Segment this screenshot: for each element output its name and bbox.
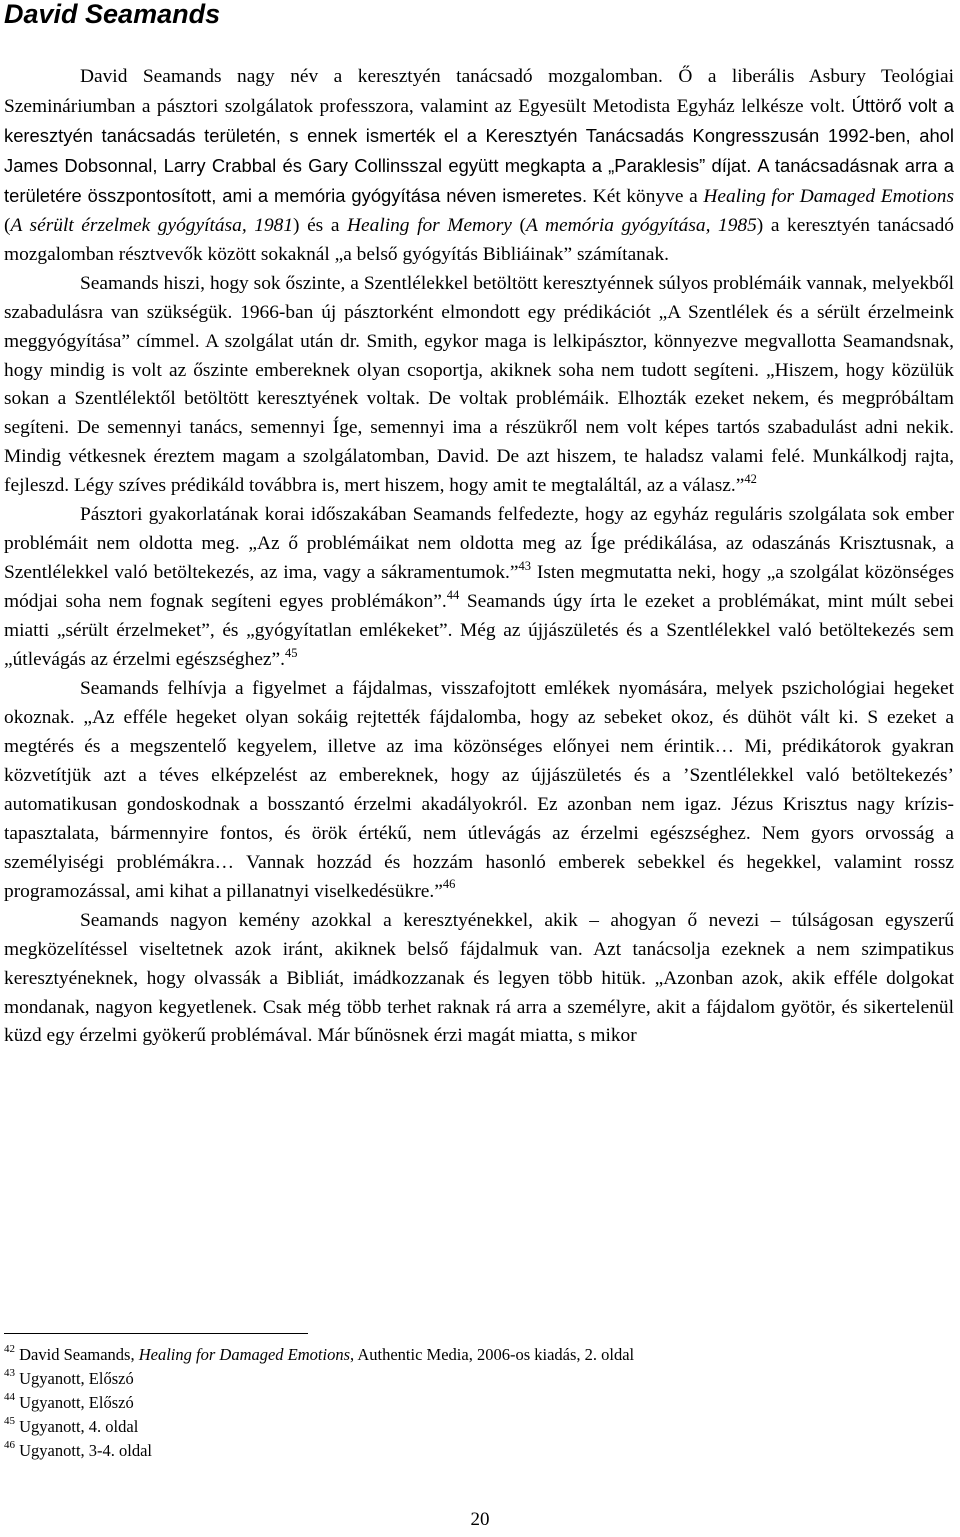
italic-text: A sérült érzelmek gyógyítása, 1981 — [10, 214, 294, 236]
text-run: Seamands hiszi, hogy sok őszinte, a Szentlélekkel betöltött keresztyénnek súlyos problémáik vannak, melyekből szabadulásra van szükségük. 1966-ban új pásztorként elmondott egy prédikációt „A Szentlélek és a sérült érzelmeink meggyógyítása” címmel. A szolgálat után dr. Smith, egykor maga is lelkipásztor, könnyezve megvallotta Seamandsnak, hogy mindig is volt az őszinte embereknek olyan csoportja, akiknek soha nem tudott segíteni. „Hiszem, hogy közülük sokan a Szentlélektől betöltött keresztyének voltak. De voltak problémáik. Elhozták ezeket nekem, és megpróbáltam segíteni. De semennyi tanács, semennyi Íge, semennyi ima a részükről nem volt képes tartós szabadulást adni nekik. Mindig vétkesnek éreztem magam a szolgálatomban, David. De azt hiszem, te haladsz valami felé. Munkálkodj rajta, fejleszd. Légy szíves prédikáld továbbra is, mert hiszem, hogy amit te megtaláltál, az a válasz.” — [4, 272, 954, 497]
footnote-number: 46 — [4, 1438, 15, 1451]
footnote — [4, 1343, 954, 1367]
text-run: Ugyanott, 4. oldal — [19, 1417, 139, 1436]
footnote-ref: 44 — [446, 587, 460, 602]
paragraph — [4, 675, 954, 907]
text-run: Úttörő volt a keresztyén tanácsadás területén, s ennek ismerték el a Keresztyén Tanácsadás Kongresszusán 1992-ben, ahol James Dobsonnal, Larry Crabbal és Gary Collinsszal együtt megkapta a „Paraklesis” díjat. — [4, 94, 954, 176]
footnote — [4, 1391, 954, 1415]
text-run: Ugyanott, 3-4. oldal — [19, 1441, 153, 1460]
text-run: Két könyve a — [587, 185, 704, 207]
footnote-ref: 42 — [744, 471, 757, 486]
footnote-number: 45 — [4, 1414, 15, 1427]
text-run: Isten megmutatta neki, hogy „a szolgálat közönséges módjai soha nem fognak segíteni egyes problémákon”. — [4, 562, 955, 613]
page-title: David Seamands — [4, 0, 221, 29]
footnote-ref: 46 — [442, 877, 456, 892]
text-run: Ugyanott, Előszó — [19, 1369, 134, 1388]
page-number: 20 — [470, 1509, 490, 1530]
footnote — [4, 1367, 954, 1391]
text-run: Pásztori gyakorlatának korai időszakában Seamands felfedezte, hogy az egyház reguláris szolgálata sok ember problémáit nem oldotta meg. „Az ő problémáikat nem oldotta meg az Íge prédikálása, az odaszánás Krisztusnak, a Szentlélekkel való betöltekezés, az ima, vagy a sákramentumok.” — [4, 504, 954, 584]
text-run: ( — [4, 214, 11, 236]
footnote-number: 43 — [4, 1366, 15, 1379]
footnote-number: 44 — [4, 1390, 15, 1403]
paragraph — [4, 907, 954, 1052]
text-run: David Seamands nagy név a keresztyén tanácsadó mozgalomban. Ő a liberális Asbury Teológiai Szemináriumban a pásztori szolgálatok professzora, valamint az Egyesült Metodista Egyház lelkésze volt. — [4, 66, 954, 117]
text-run: David Seamands, — [19, 1345, 139, 1364]
italic-text: A memória gyógyítása, 1985 — [525, 214, 757, 236]
footnote — [4, 1415, 954, 1439]
footnote — [4, 1439, 954, 1463]
text-run: ) és a — [293, 214, 348, 236]
footnote-number: 42 — [4, 1342, 15, 1355]
text-run: Seamands felhívja a figyelmet a fájdalmas, visszafojtott emlékek nyomására, melyek pszichológiai hegeket okoznak. „Az efféle hegeket olyan sokáig rejtették fájdalomba, hogy az sebeket okoz, és dühöt vált ki. S ezeket a megtérés és a megszentelő kegyelem, illetve az ima közönséges előnyei nem érintik… Mi, prédikátorok gyakran közvetítjük azt a téves elképzelést az embereknek, hogy az újjászületés és a ’Szentlélekkel való betöltekezés’ automatikusan gondoskodnak a bosszantó érzelmi akadályokról. Ez azonban nem igaz. Jézus Krisztus nagy krízis-tapasztalata, bármennyire fontos, és örök értékű, nem útlevágás az érzelmi egészséghez. Nem gyors orvosság a személyiségi problémákra… Vannak hozzád és hozzám hasonló emberek sebekkel és hegekkel, valamint rossz programozással, ami kihat a pillanatnyi viselkedésükre.” — [4, 678, 954, 902]
italic-text: Healing for Damaged Emotions — [703, 185, 954, 207]
italic-text: Healing for Memory — [347, 214, 512, 236]
text-run: ( — [511, 214, 526, 236]
body-text — [4, 63, 954, 1051]
italic-text: Healing for Damaged Emotions — [138, 1345, 351, 1364]
paragraph — [4, 270, 954, 502]
footnote-ref: 43 — [518, 558, 531, 573]
footnotes — [4, 1343, 954, 1463]
text-run: Ugyanott, Előszó — [19, 1393, 134, 1412]
text-run: Seamands nagyon kemény azokkal a keresztyénekkel, akik – ahogyan ő nevezi – túlságosan egyszerű megközelítéssel viseltetnek azok iránt, akiknek belső fájdalmuk van. Azt tanácsolja ezeknek a nem szimpatikus keresztyéneknek, hogy olvassák a Bibliát, imádkozzanak és legyen több hitük. „Azonban azok, akik efféle dolgokat mondanak, nagyon kegyetlenek. Csak még több terhet raknak rá arra a személyre, akit a fájdalom gyötör, és sikertelenül küzd egy érzelmi gyökerű problémával. Már bűnösnek érzi magát miatta, s mikor — [4, 909, 954, 1047]
text-run: A tanácsadásnak arra a területére összpontosított, ami a memória gyógyítása néven ismeretes. — [4, 154, 954, 206]
text-run: ) a keresztyén tanácsadó mozgalomban résztvevők között sokaknál „a belső gyógyítás Bibliáinak” számítanak. — [4, 214, 954, 265]
paragraph — [4, 63, 954, 270]
text-run: Seamands úgy írta le ezeket a problémákat, mint múlt sebei miatti „sérült érzelmeket”, és „gyógyítatlan emlékeket”. Még az újjászületés és a Szentlélekkel való betöltekezés sem „útlevágás az érzelmi egészséghez”. — [4, 591, 955, 671]
footnote-ref: 45 — [285, 645, 298, 660]
paragraph — [4, 501, 954, 675]
text-run: , Authentic Media, 2006-os kiadás, 2. oldal — [350, 1345, 635, 1364]
footnote-divider — [4, 1333, 308, 1334]
